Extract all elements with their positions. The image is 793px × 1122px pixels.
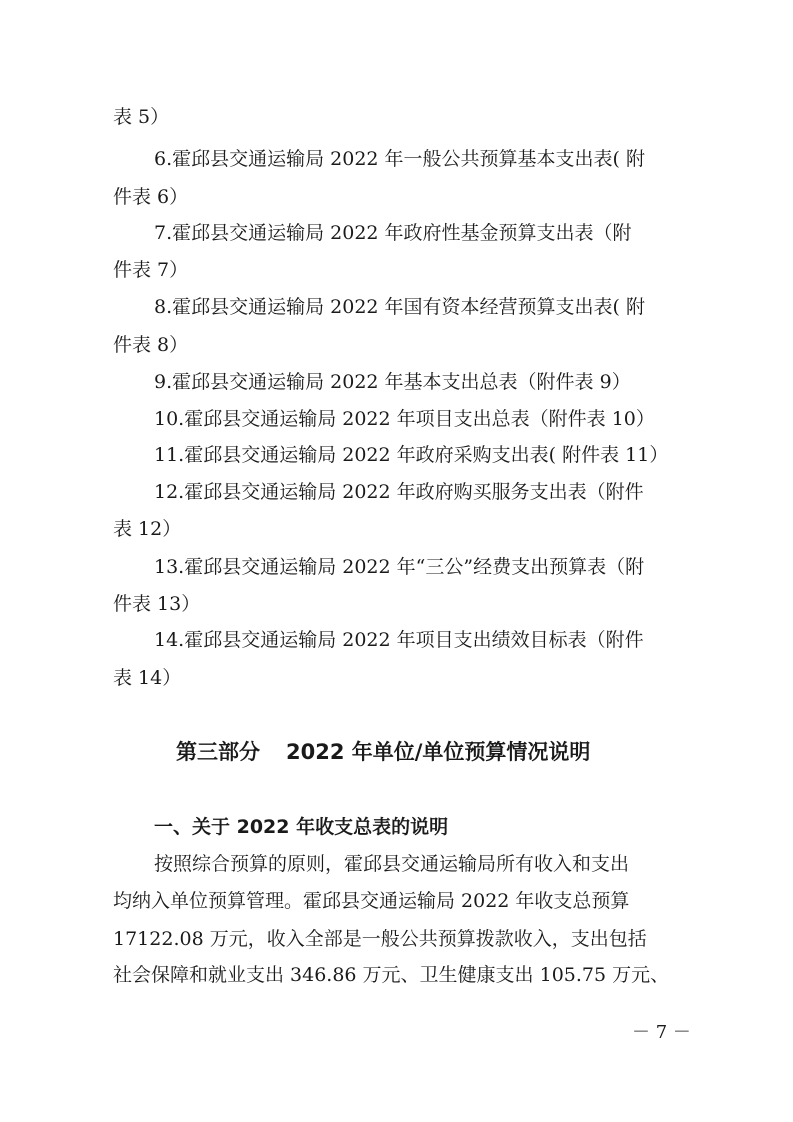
list-item: 12.霍邱县交通运输局 2022 年政府购买服务支出表（附件 bbox=[154, 481, 644, 503]
page-number: － 7 － bbox=[632, 1022, 691, 1043]
paragraph-line: 17122.08 万元，收入全部是一般公共预算拨款收入，支出包括 bbox=[113, 928, 647, 950]
list-item: 9.霍邱县交通运输局 2022 年基本支出总表（附件表 9） bbox=[154, 371, 631, 393]
paragraph-line: 按照综合预算的原则，霍邱县交通运输局所有收入和支出 bbox=[154, 853, 630, 875]
list-item: 7.霍邱县交通运输局 2022 年政府性基金预算支出表（附 bbox=[154, 222, 632, 244]
list-item: 件表 13） bbox=[113, 593, 201, 615]
list-item: 表 12） bbox=[113, 518, 182, 540]
list-item: 10.霍邱县交通运输局 2022 年项目支出总表（附件表 10） bbox=[154, 408, 655, 430]
list-item: 11.霍邱县交通运输局 2022 年政府采购支出表( 附件表 11） bbox=[154, 444, 669, 466]
list-item: 6.霍邱县交通运输局 2022 年一般公共预算基本支出表( 附 bbox=[154, 148, 646, 170]
list-item: 13.霍邱县交通运输局 2022 年“三公”经费支出预算表（附 bbox=[154, 556, 645, 578]
list-item: 件表 6） bbox=[113, 186, 189, 208]
list-item: 件表 8） bbox=[113, 334, 189, 356]
paragraph-line: 社会保障和就业支出 346.86 万元、卫生健康支出 105.75 万元、 bbox=[113, 964, 670, 986]
part-title: 2022 年单位/单位预算情况说明 bbox=[286, 740, 591, 764]
paragraph-line: 均纳入单位预算管理。霍邱县交通运输局 2022 年收支总预算 bbox=[113, 890, 630, 912]
list-item: 8.霍邱县交通运输局 2022 年国有资本经营预算支出表( 附 bbox=[154, 296, 646, 318]
list-item: 表 5） bbox=[113, 106, 170, 128]
section-title: 一、关于 2022 年收支总表的说明 bbox=[154, 816, 449, 838]
part-label: 第三部分 bbox=[176, 740, 260, 764]
part-heading bbox=[176, 738, 590, 766]
list-item: 14.霍邱县交通运输局 2022 年项目支出绩效目标表（附件 bbox=[154, 629, 644, 651]
list-item: 件表 7） bbox=[113, 259, 189, 281]
list-item: 表 14） bbox=[113, 667, 182, 689]
